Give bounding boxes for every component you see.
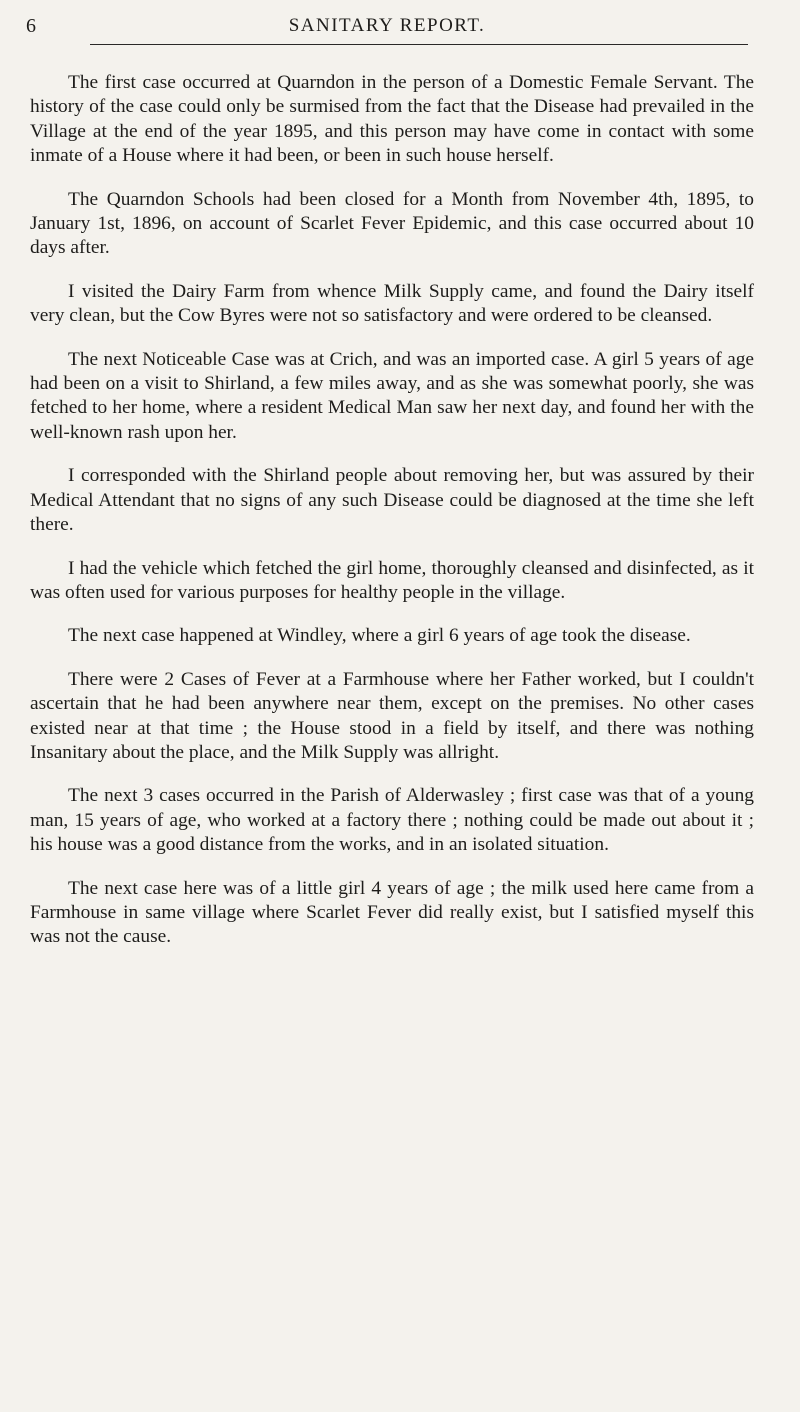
running-head: SANITARY REPORT. xyxy=(288,15,486,36)
header-rule xyxy=(90,44,748,45)
paragraph: The next case here was of a little girl 4 years of age ; the milk used here came from a Farmhouse in same village where Scarlet Fever did really exist, but I satisfied myself this was not the cause. xyxy=(30,877,754,948)
paragraph: There were 2 Cases of Fever at a Farmhouse where her Father worked, but I couldn't ascertain that he had been anywhere near them, except on the premises. No other cases existed near at that time ; the House stood in a field by itself, and there was nothing Insanitary about the place, and the Milk Supply was allright. xyxy=(30,668,754,763)
paragraph: The next Noticeable Case was at Crich, and was an imported case. A girl 5 years of age had been on a visit to Shirland, a few miles away, and as she was somewhat poorly, she was fetched to her home, where a resident Medical Man saw her next day, and found her with the well-known rash upon her. xyxy=(30,348,754,443)
paragraph: The Quarndon Schools had been closed for a Month from November 4th, 1895, to January 1st, 1896, on account of Scarlet Fever Epidemic, and this case occurred about 10 days after. xyxy=(30,188,754,259)
page-number: 6 xyxy=(26,15,37,37)
paragraph: I had the vehicle which fetched the girl home, thoroughly cleansed and disinfected, as it was often used for various purposes for healthy people in the village. xyxy=(30,557,754,603)
body-text xyxy=(30,71,754,969)
paragraph: I corresponded with the Shirland people about removing her, but was assured by their Medical Attendant that no signs of any such Disease could be diagnosed at the time she left there. xyxy=(30,465,754,536)
paragraph: I visited the Dairy Farm from whence Milk Supply came, and found the Dairy itself very clean, but the Cow Byres were not so satisfactory and were ordered to be cleansed. xyxy=(30,280,754,327)
paragraph: The first case occurred at Quarndon in the person of a Domestic Female Servant. The history of the case could only be surmised from the fact that the Disease had prevailed in the Village at the end of the year 1895, and this person may have come in contact with some inmate of a House where it had been, or been in such house herself. xyxy=(30,72,754,167)
page-header xyxy=(26,15,748,45)
paragraph: The next 3 cases occurred in the Parish of Alderwasley ; first case was that of a young man, 15 years of age, who worked at a factory there ; nothing could be made out about it ; his house was a good distance from the works, and in an isolated situation. xyxy=(30,785,754,856)
paragraph: The next case happened at Windley, where a girl 6 years of age took the disease. xyxy=(68,625,691,647)
